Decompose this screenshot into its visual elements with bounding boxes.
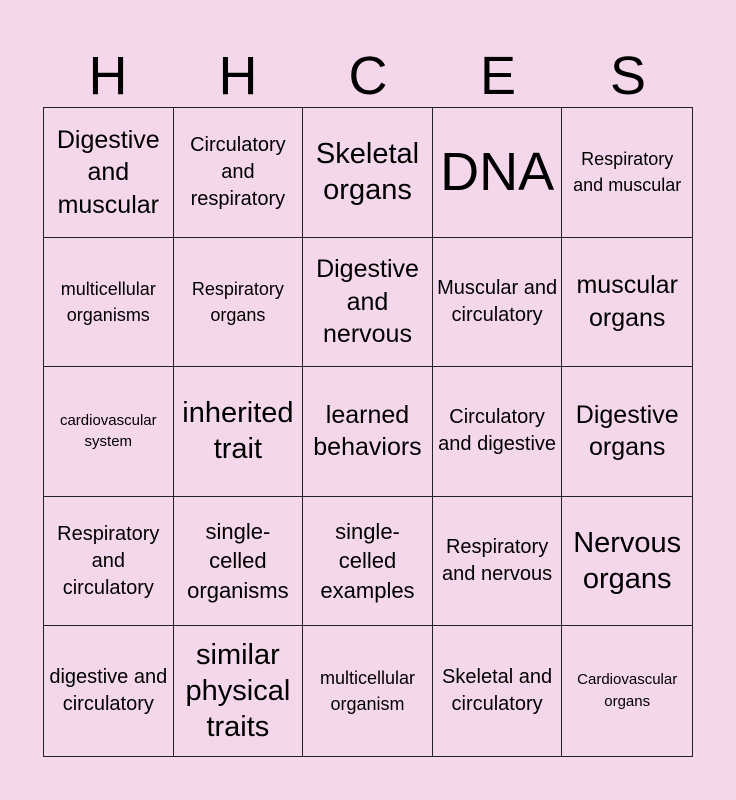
bingo-cell[interactable]: Respiratory and nervous — [433, 497, 563, 627]
bingo-cell[interactable]: similar physical traits — [174, 626, 304, 756]
bingo-cell[interactable]: Cardiovascular organs — [577, 671, 678, 711]
bingo-cell[interactable]: Respiratory and muscular — [562, 108, 692, 238]
bingo-cell[interactable]: Digestive and muscular — [44, 108, 174, 238]
bingo-cell[interactable]: DNA — [433, 108, 563, 238]
bingo-cell[interactable]: single-celled examples — [303, 497, 433, 627]
bingo-cell[interactable]: single-celled organisms — [174, 497, 304, 627]
bingo-cell[interactable]: inherited trait — [174, 367, 304, 497]
bingo-cell[interactable]: Respiratory and circulatory — [44, 497, 174, 627]
bingo-cell[interactable]: Nervous organs — [562, 497, 692, 627]
header-letter-1: H — [88, 46, 128, 106]
bingo-cell[interactable]: cardiovascular system — [44, 367, 174, 497]
bingo-cell[interactable]: Circulatory and respiratory — [174, 108, 304, 238]
bingo-cell[interactable]: multicellular organisms — [44, 238, 174, 368]
bingo-cell[interactable]: Skeletal and circulatory — [433, 626, 563, 756]
bingo-cell[interactable]: digestive and circulatory — [44, 626, 174, 756]
header-letter-3: C — [348, 46, 388, 106]
bingo-cell[interactable]: Digestive and nervous — [303, 238, 433, 368]
bingo-cell[interactable]: Skeletal organs — [303, 108, 433, 238]
header-letter-5: S — [609, 46, 647, 106]
bingo-cell[interactable]: learned behaviors — [303, 367, 433, 497]
bingo-cell[interactable]: multicellular organism — [303, 626, 433, 756]
bingo-cell[interactable]: Digestive organs — [562, 367, 692, 497]
bingo-cell[interactable]: Muscular and circulatory — [433, 238, 563, 368]
bingo-cell[interactable]: Circulatory and digestive — [433, 367, 563, 497]
bingo-grid — [43, 107, 693, 757]
bingo-cell[interactable]: Respiratory organs — [174, 238, 304, 368]
bingo-header — [43, 45, 693, 107]
header-letter-2: H — [218, 46, 258, 106]
header-letter-4: E — [479, 46, 517, 106]
bingo-cell[interactable]: muscular organs — [562, 238, 692, 368]
